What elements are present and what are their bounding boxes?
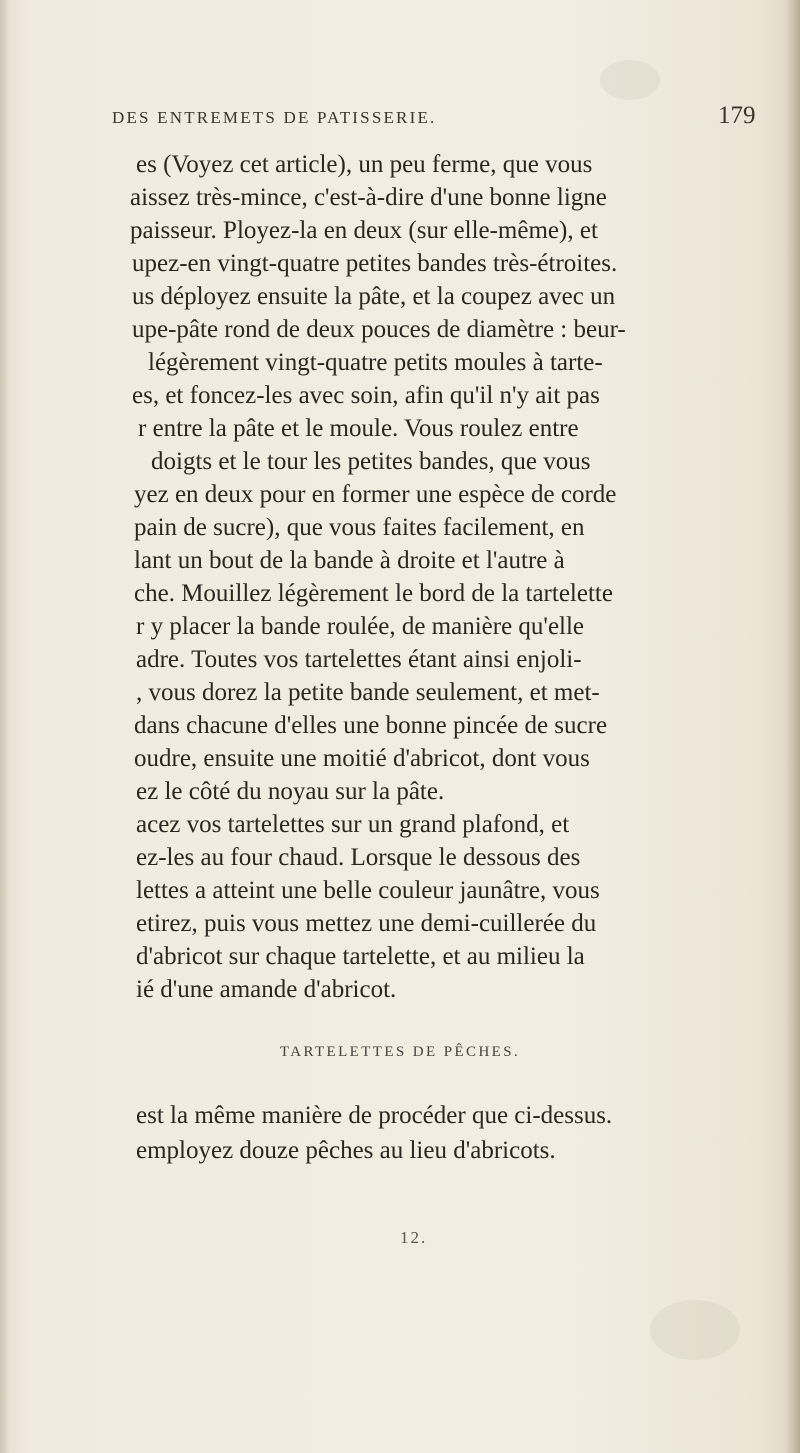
text-line: dans chacune d'elles une bonne pincée de sucre <box>134 712 608 739</box>
gutter-shadow <box>0 0 10 1453</box>
text-line: acez vos tartelettes sur un grand plafond, et <box>136 811 570 838</box>
running-head <box>0 104 800 140</box>
text-line: lettes a atteint une belle couleur jaunâtre, vous <box>136 877 600 904</box>
section-heading: TARTELETTES DE PÊCHES. <box>279 1044 521 1060</box>
paper-stain <box>650 1300 740 1360</box>
text-line: yez en deux pour en former une espèce de corde <box>134 481 617 508</box>
text-line: es (Voyez cet article), un peu ferme, que vous <box>136 151 593 178</box>
text-line: employez douze pêches au lieu d'abricots. <box>136 1137 556 1164</box>
text-line: che. Mouillez légèrement le bord de la tartelette <box>134 580 613 607</box>
signature-mark: 12. <box>400 1228 428 1247</box>
text-line: légèrement vingt-quatre petits moules à tarte- <box>148 349 603 376</box>
running-head-title: DES ENTREMETS DE PATISSERIE. <box>112 108 437 127</box>
text-line: paisseur. Ployez-la en deux (sur elle-même), et <box>130 217 598 244</box>
text-line: es, et foncez-les avec soin, afin qu'il n'y ait pas <box>132 382 600 409</box>
paper-stain <box>600 60 660 100</box>
page-number: 179 <box>718 102 756 129</box>
text-line: etirez, puis vous mettez une demi-cuillerée du <box>136 910 597 937</box>
text-line: us déployez ensuite la pâte, et la coupez avec un <box>132 283 616 310</box>
text-line: ié d'une amande d'abricot. <box>136 976 397 1003</box>
page-edge <box>786 0 800 1453</box>
text-line: ez-les au four chaud. Lorsque le dessous des <box>136 844 581 871</box>
text-line: doigts et le tour les petites bandes, que vous <box>151 448 591 475</box>
text-line: pain de sucre), que vous faites facilement, en <box>134 514 585 541</box>
text-line: lant un bout de la bande à droite et l'autre à <box>134 547 565 574</box>
text-line: upez-en vingt-quatre petites bandes très-étroites. <box>132 250 618 277</box>
text-line: , vous dorez la petite bande seulement, et met- <box>136 679 600 706</box>
text-line: oudre, ensuite une moitié d'abricot, dont vous <box>134 745 590 772</box>
text-line: r y placer la bande roulée, de manière qu'elle <box>136 613 585 640</box>
text-line: d'abricot sur chaque tartelette, et au milieu la <box>136 943 585 970</box>
text-line: aissez très-mince, c'est-à-dire d'une bonne ligne <box>130 184 607 211</box>
text-line: upe-pâte rond de deux pouces de diamètre : beur- <box>132 316 626 343</box>
text-line: est la même manière de procéder que ci-dessus. <box>136 1102 613 1129</box>
text-line: adre. Toutes vos tartelettes étant ainsi enjoli- <box>136 646 582 673</box>
text-line: ez le côté du noyau sur la pâte. <box>136 778 445 805</box>
text-line: r entre la pâte et le moule. Vous roulez entre <box>138 415 579 442</box>
